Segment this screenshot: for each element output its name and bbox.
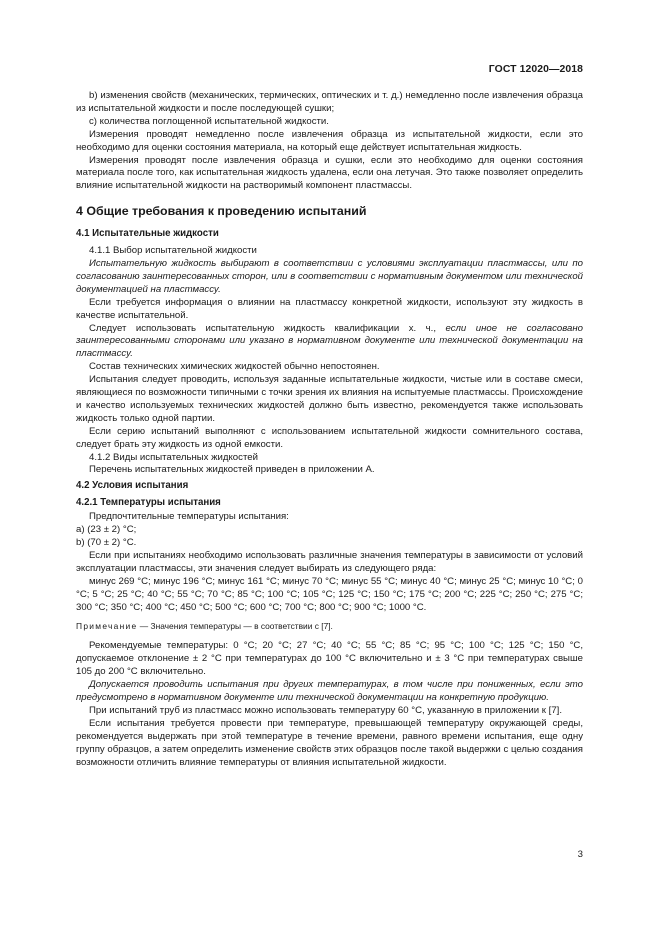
paragraph: Если испытания требуется провести при температуре, превышающей температуру окружающей среды, рекомендуется выдержать при этой температуре в течение времени, равного времени испытания, еще одну группу образцов, а затем определить изменение свойств этих образцов после такой выдержки с целью создания возможности отличить влияние температуры от влияния испытательной жидкости. (76, 717, 583, 768)
subsection-heading-4-1: 4.1 Испытательные жидкости (76, 228, 219, 240)
list-item-a: a) (23 ± 2) °С; (76, 524, 137, 536)
paragraph-italic-text: если иное не согласовано заинтересованными сторонами или указано в нормативном документе или технической документации на пластмассу. (76, 322, 583, 360)
note (76, 620, 583, 633)
paragraph: Если серию испытаний выполняют с использованием испытательной жидкости сомнительного состава, следует брать эту жидкость из одной емкости. (76, 425, 583, 450)
paragraph: Если при испытаниях необходимо использовать различные значения температуры в зависимости от условий эксплуатации пластмассы, эти значения следует выбирать из следующего ряда: (76, 549, 583, 574)
paragraph: Состав технических химических жидкостей обычно непостоянен. (89, 361, 380, 373)
temperature-series: минус 269 °С; минус 196 °С; минус 161 °С; минус 70 °С; минус 55 °С; минус 40 °С; минус 25 °С; минус 10 °С; 0 °С; 5 °С; 25 °С; 40 °С; 55 °С; 70 °С; 85 °С; 100 °С; 105 °С; 125 °С; 150 °С; 175 °С; 200 °С; 225 °С; 250 °С; 275 °С; 300 °С; 350 °С; 400 °С; 450 °С; 500 °С; 600 °С; 700 °С; 800 °С; 900 °С; 1000 °С. (76, 575, 583, 613)
paragraph: Если требуется информация о влиянии на пластмассу конкретной жидкости, используют эту жидкость в качестве испытательной. (76, 296, 583, 321)
list-item-b: b) изменения свойств (механических, термических, оптических и т. д.) немедленно после извлечения образца из испытательной жидкости и после последующей сушки; (76, 90, 583, 114)
document-code-header: ГОСТ 12020—2018 (488, 64, 583, 75)
subsection-heading-4-2: 4.2 Условия испытания (76, 480, 189, 492)
paragraph: При испытаний труб из пластмасс можно использовать температуру 60 °С, указанную в приложении к [7]. (89, 704, 562, 716)
paragraph-mixed (76, 323, 583, 362)
paragraph: Предпочтительные температуры испытания: (89, 511, 289, 523)
paragraph-text: Следует использовать испытательную жидкость квалификации х. ч., (89, 322, 446, 334)
note-text: — Значения температуры — в соответствии с [7]. (137, 621, 333, 632)
paragraph: Рекомендуемые температуры: 0 °С; 20 °С; 27 °С; 40 °С; 55 °С; 85 °С; 95 °С; 100 °С; 125 °С; 150 °С, допускаемое отклонение ± 2 °С при температурах до 100 °С включительно и ± 3 °С при температурах свыше 105 до 200 °С включительно. (76, 640, 583, 678)
clause-heading-4-2-1: 4.2.1 Температуры испытания (76, 497, 221, 509)
paragraph-italic: Испытательную жидкость выбирают в соответствии с условиями эксплуатации пластмассы, или по согласованию заинтересованных сторон, или в соответствии с нормативным документом или технической документацией на пластмассу. (76, 257, 583, 295)
paragraph-italic: Допускается проводить испытания при других температурах, в том числе при пониженных, если это предусмотрено в нормативном документе или технической документации на конкретную продукцию. (76, 679, 583, 703)
paragraph: Измерения проводят после извлечения образца и сушки, если это необходимо для оценки состояния материала после того, как испытательная жидкость удалена, если она летучая. Это также позволяет определить влияние испытательной жидкости на растворимый компонент пластмассы. (76, 154, 583, 192)
document-body (76, 90, 583, 769)
clause-heading-4-1-2: 4.1.2 Виды испытательных жидкостей (89, 451, 258, 463)
list-item-c: c) количества поглощенной испытательной жидкости. (89, 115, 329, 127)
paragraph: Перечень испытательных жидкостей приведен в приложении А. (89, 464, 375, 476)
page-number: 3 (577, 849, 583, 860)
note-label: Примечание (76, 621, 138, 632)
paragraph: Измерения проводят немедленно после извлечения образца из испытательной жидкости, если это необходимо для оценки состояния материала, на который еще действует испытательная жидкость. (76, 128, 583, 153)
list-item-b: b) (70 ± 2) °С. (76, 537, 137, 548)
section-heading-4: 4 Общие требования к проведению испытаний (76, 204, 367, 219)
paragraph: Испытания следует проводить, используя заданные испытательные жидкости, чистые или в составе смеси, являющиеся по возможности типичными с точки зрения их влияния на испытуемые пластмассы. Происхождение и качество используемых технических жидкостей должно быть известно, рекомендуется также использовать жидкость только одной партии. (76, 374, 583, 424)
clause-heading-4-1-1: 4.1.1 Выбор испытательной жидкости (89, 245, 257, 257)
